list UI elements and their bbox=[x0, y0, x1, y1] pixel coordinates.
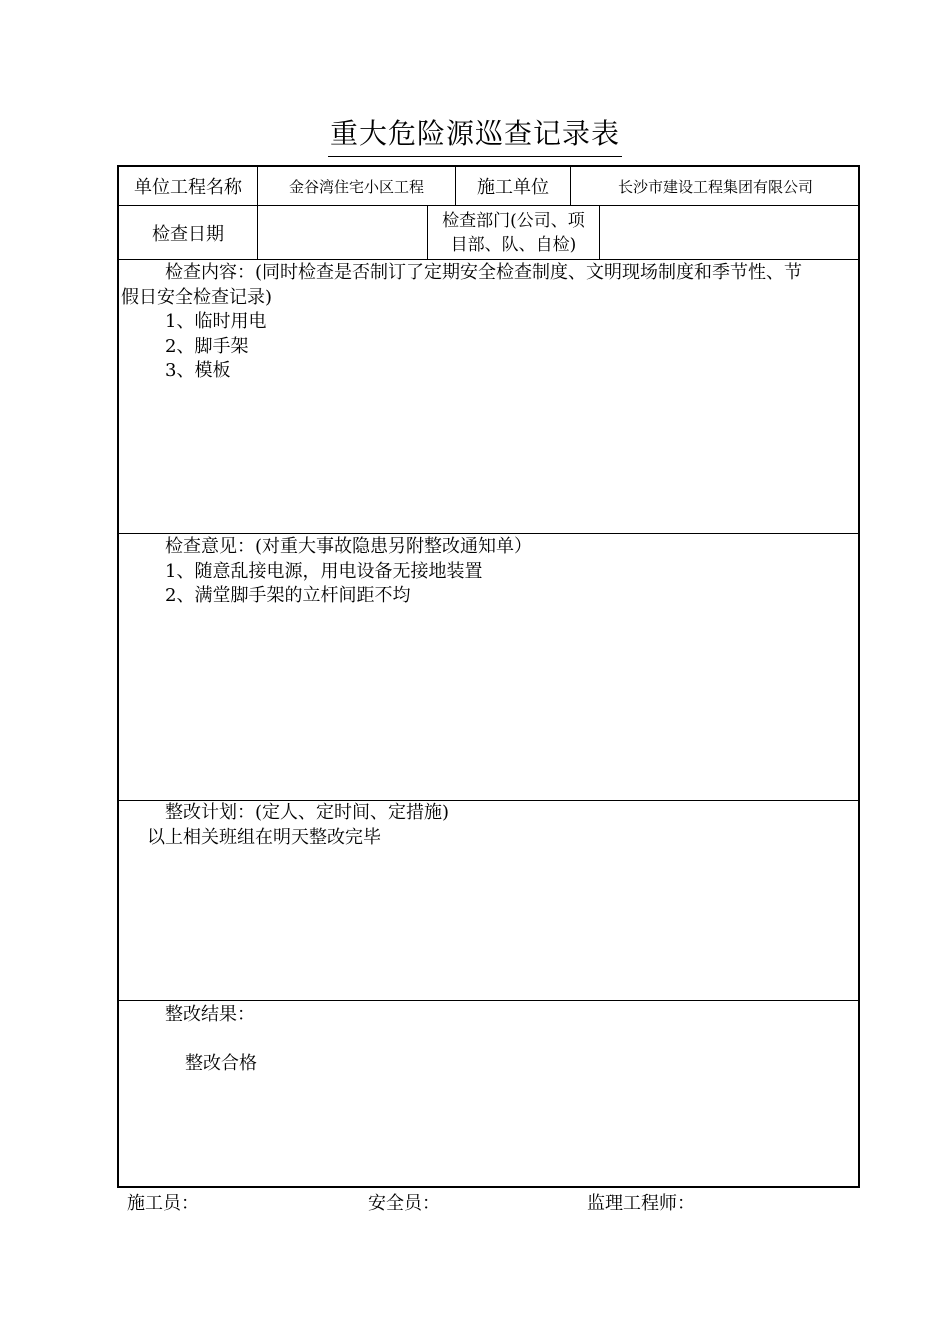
content-heading-cont: 假日安全检查记录) bbox=[121, 286, 273, 308]
opinion-item: 1、随意乱接电源，用电设备无接地装置 bbox=[165, 560, 483, 582]
project-name-value: 金谷湾住宅小区工程 bbox=[288, 177, 424, 196]
result-text: 整改合格 bbox=[185, 1052, 257, 1074]
title-text: 重大危险源巡查记录表 bbox=[328, 112, 622, 157]
content-item: 3、模板 bbox=[165, 360, 231, 381]
opinion-heading: 检查意见：(对重大事故隐患另附整改通知单） bbox=[165, 536, 533, 557]
section-divider bbox=[119, 1000, 858, 1001]
content-item: 2、脚手架 bbox=[165, 335, 249, 357]
rectification-plan-section bbox=[119, 801, 858, 850]
content-heading: 检查内容：(同时检查是否制订了定期安全检查制度、文明现场制度和季节性、节 bbox=[165, 262, 803, 283]
section-divider bbox=[119, 533, 858, 534]
page-title bbox=[0, 112, 950, 157]
contractor-value: 长沙市建设工程集团有限公司 bbox=[617, 177, 813, 196]
inspection-dept-value[interactable] bbox=[600, 206, 860, 259]
content-item: 1、临时用电 bbox=[165, 311, 267, 332]
project-name-label: 单位工程名称 bbox=[134, 177, 242, 198]
result-heading: 整改结果： bbox=[165, 1004, 255, 1025]
inspection-opinion-section bbox=[119, 535, 858, 609]
rectification-result-section bbox=[119, 1003, 858, 1076]
plan-text: 以上相关班组在明天整改完毕 bbox=[147, 826, 381, 848]
contractor-label: 施工单位 bbox=[477, 177, 549, 198]
safety-officer-signature-label: 安全员： bbox=[368, 1193, 440, 1214]
opinion-item: 2、满堂脚手架的立杆间距不均 bbox=[165, 585, 411, 606]
worker-signature-label: 施工员： bbox=[127, 1193, 199, 1214]
dept-label-line1: 检查部门(公司、项 bbox=[442, 210, 585, 231]
inspection-content-section bbox=[119, 261, 858, 384]
inspection-date-label: 检查日期 bbox=[152, 223, 224, 245]
dept-label-line2: 目部、队、自检) bbox=[450, 234, 577, 255]
inspection-dept-label bbox=[428, 206, 599, 259]
supervisor-signature-label: 监理工程师： bbox=[587, 1193, 695, 1214]
row-divider bbox=[119, 259, 858, 260]
inspection-form bbox=[117, 165, 860, 1188]
inspection-date-value[interactable] bbox=[258, 206, 427, 259]
plan-heading: 整改计划：(定人、定时间、定措施) bbox=[165, 802, 450, 823]
